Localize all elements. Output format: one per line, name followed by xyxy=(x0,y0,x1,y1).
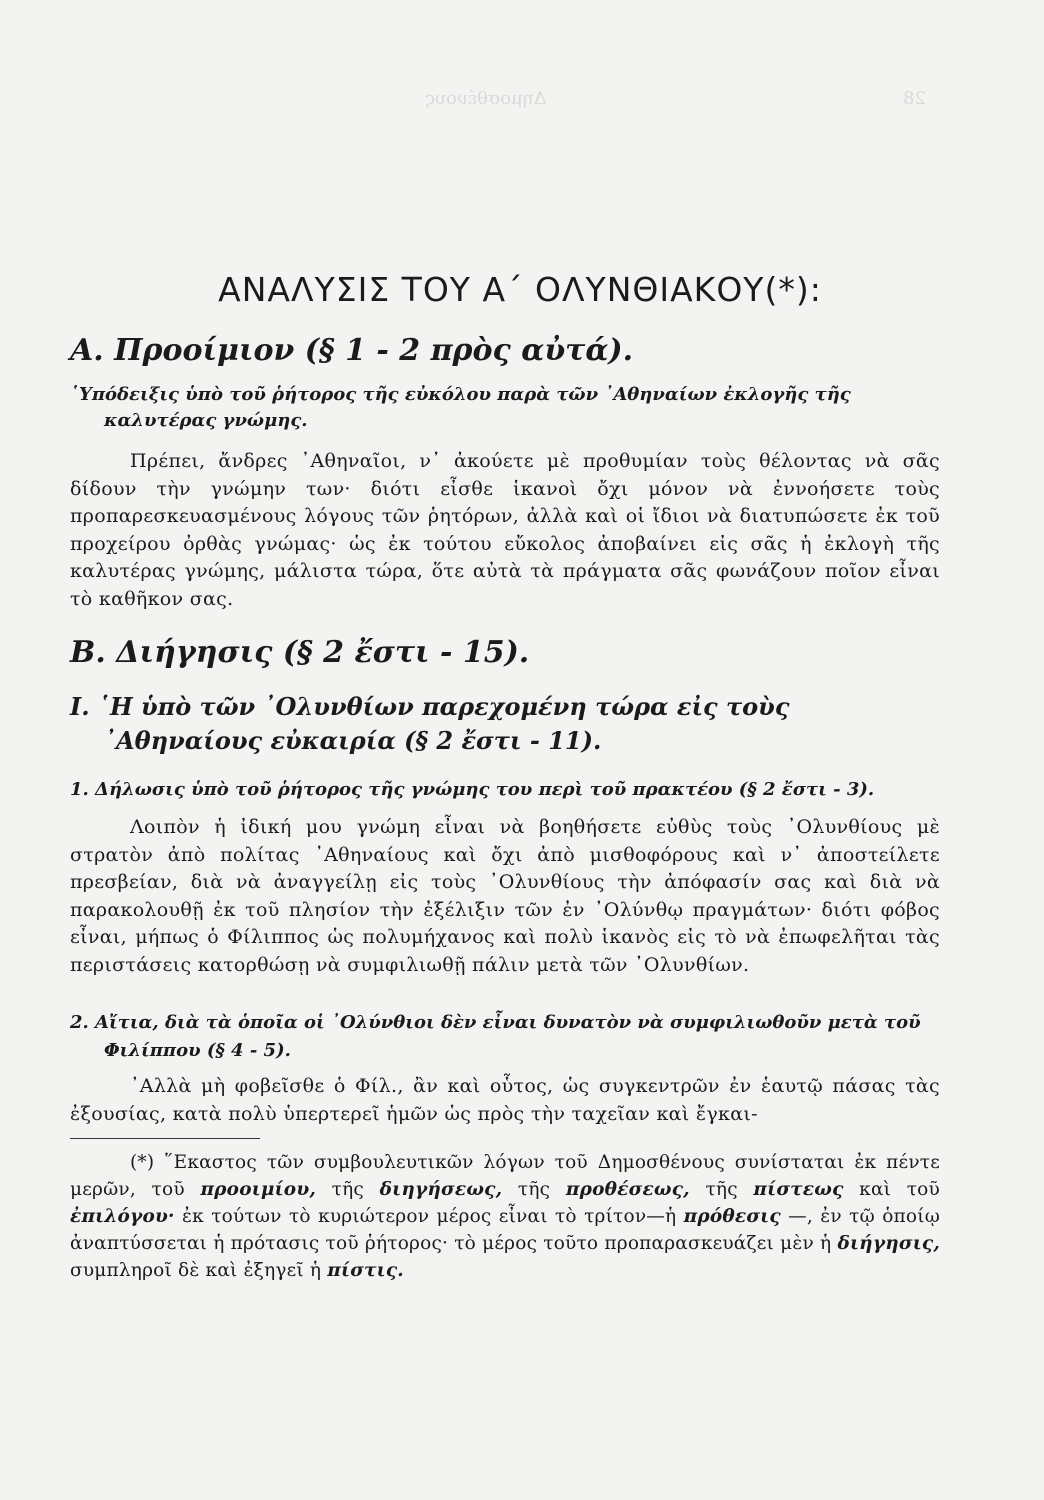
footnote-text: συμπληροῖ δὲ καὶ ἐξηγεῖ ἡ xyxy=(70,1260,328,1281)
section-a-intro: ῾Υπόδειξις ὑπὸ τοῦ ῥήτορος τῆς εὐκόλου παρὰ τῶν ᾿Αθηναίων ἐκλογῆς τῆς καλυτέρας γνώμης. xyxy=(70,384,851,431)
footnote-text: καὶ τοῦ xyxy=(843,1179,940,1200)
footnote-term: προθέσεως, xyxy=(565,1179,690,1200)
part-1-heading: Ι. ῾Η ὑπὸ τῶν ᾿Ολυνθίων παρεχομένη τώρα εἰς τοὺς ᾿Αθηναίους εὐκαιρία (§ 2 ἔστι - 11). xyxy=(70,692,790,755)
footnote-text: τῆς xyxy=(689,1179,754,1200)
page-title: ΑΝΑΛΥΣΙΣ ΤΟΥ Α΄ ΟΛΥΝΘΙΑΚΟΥ(*): xyxy=(218,270,822,309)
section-a-heading: Α. Προοίμιον (§ 1 - 2 πρὸς αὐτά). xyxy=(70,333,634,368)
footnote-term: ἐπιλόγου· xyxy=(70,1206,175,1227)
item-1-heading: 1. Δήλωσις ὑπὸ τοῦ ῥήτορος τῆς γνώμης του περὶ τοῦ πρακτέου (§ 2 ἔστι - 3). xyxy=(70,779,875,800)
footnote-term: πίστις. xyxy=(327,1260,404,1281)
footnote-term: διηγήσεως, xyxy=(379,1179,503,1200)
footnote xyxy=(70,1149,940,1284)
footnote-text: τῆς xyxy=(316,1179,380,1200)
running-title: Δημοσθένους xyxy=(425,88,547,109)
section-b-heading: Β. Διήγησις (§ 2 ἔστι - 15). xyxy=(70,635,530,670)
main-content xyxy=(70,270,940,1284)
item-1-paragraph: Λοιπὸν ἡ ἰδική μου γνώμη εἶναι νὰ βοηθήσετε εὐθὺς τοὺς ᾿Ολυνθίους μὲ στρατὸν ἀπὸ πολίτας ᾿Αθηναίους καὶ ὄχι ἀπὸ μισθοφόρους καὶ ν᾿ ἀποστείλετε πρεσβείαν, διὰ νὰ ἀναγγείλῃ εἰς τοὺς ᾿Ολυνθίους τὴν ἀπόφασίν σας καὶ διὰ νὰ παρακολουθῇ ἐκ τοῦ πλησίον τὴν ἐξέλιξιν τῶν ἐν ᾿Ολύνθῳ πραγμάτων· διότι φόβος εἶναι, μήπως ὁ Φίλιππος ὡς πολυμήχανος καὶ πολὺ ἱκανὸς εἰς τὸ νὰ ἐπωφελῆται τὰς περιστάσεις κατορθώσῃ νὰ συμφιλιωθῇ πάλιν μετὰ τῶν ᾿Ολυνθίων. xyxy=(70,816,940,976)
footnote-text: ῞Εκαστος τῶν συμβουλευτικῶν λόγων τοῦ Δημοσθένους συνίσταται ἐκ πέντε μερῶν, τοῦ xyxy=(70,1152,940,1200)
footnote-term: διήγησις, xyxy=(837,1233,940,1254)
footnote-rule xyxy=(70,1138,260,1139)
page-number: 28 xyxy=(903,88,926,109)
footnote-text: —, ἐν τῷ ὁποίῳ ἀναπτύσσεται ἡ πρότασις τοῦ ῥήτορος· τὸ μέρος τοῦτο προπαρασκευάζει μὲν ἡ xyxy=(70,1206,940,1254)
footnote-text: τῆς xyxy=(502,1179,566,1200)
footnote-marker: (*) xyxy=(130,1152,155,1173)
footnote-term: πίστεως xyxy=(753,1179,844,1200)
footnote-text: ἐκ τούτων τὸ κυριώτερον μέρος εἶναι τὸ τρίτον—ἡ xyxy=(174,1206,684,1227)
section-a-paragraph: Πρέπει, ἄνδρες ᾿Αθηναῖοι, ν᾿ ἀκούετε μὲ προθυμίαν τοὺς θέλοντας νὰ σᾶς δίδουν τὴν γνώμην των· διότι εἶσθε ἱκανοὶ ὄχι μόνον νὰ ἐννοήσετε τοὺς προπαρεσκευασμένους λόγους τῶν ῥητόρων, ἀλλὰ καὶ οἱ ἴδιοι νὰ διατυπώσετε ἐκ τοῦ προχείρου ὀρθὰς γνώμας· ὡς ἐκ τούτου εὔκολος ἀποβαίνει εἰς σᾶς ἡ ἐκλογὴ τῆς καλυτέρας γνώμης, μάλιστα τώρα, ὅτε αὐτὰ τὰ πράγματα σᾶς φωνάζουν ποῖον εἶναι τὸ καθῆκον σας. xyxy=(70,450,940,610)
item-2-heading: 2. Αἴτια, διὰ τὰ ὁποῖα οἱ ᾿Ολύνθιοι δὲν εἶναι δυνατὸν νὰ συμφιλιωθοῦν μετὰ τοῦ Φιλίππου (§ 4 - 5). xyxy=(70,1012,921,1061)
footnote-term: πρόθεσις xyxy=(683,1206,781,1227)
footnote-term: προοιμίου, xyxy=(200,1179,317,1200)
item-2-paragraph: ᾿Αλλὰ μὴ φοβεῖσθε ὁ Φίλ., ἂν καὶ οὗτος, ὡς συγκεντρῶν ἐν ἑαυτῷ πάσας τὰς ἐξουσίας, κατὰ πολὺ ὑπερτερεῖ ἡμῶν ὡς πρὸς τὴν ταχεῖαν καὶ ἔγκαι- xyxy=(70,1075,940,1125)
